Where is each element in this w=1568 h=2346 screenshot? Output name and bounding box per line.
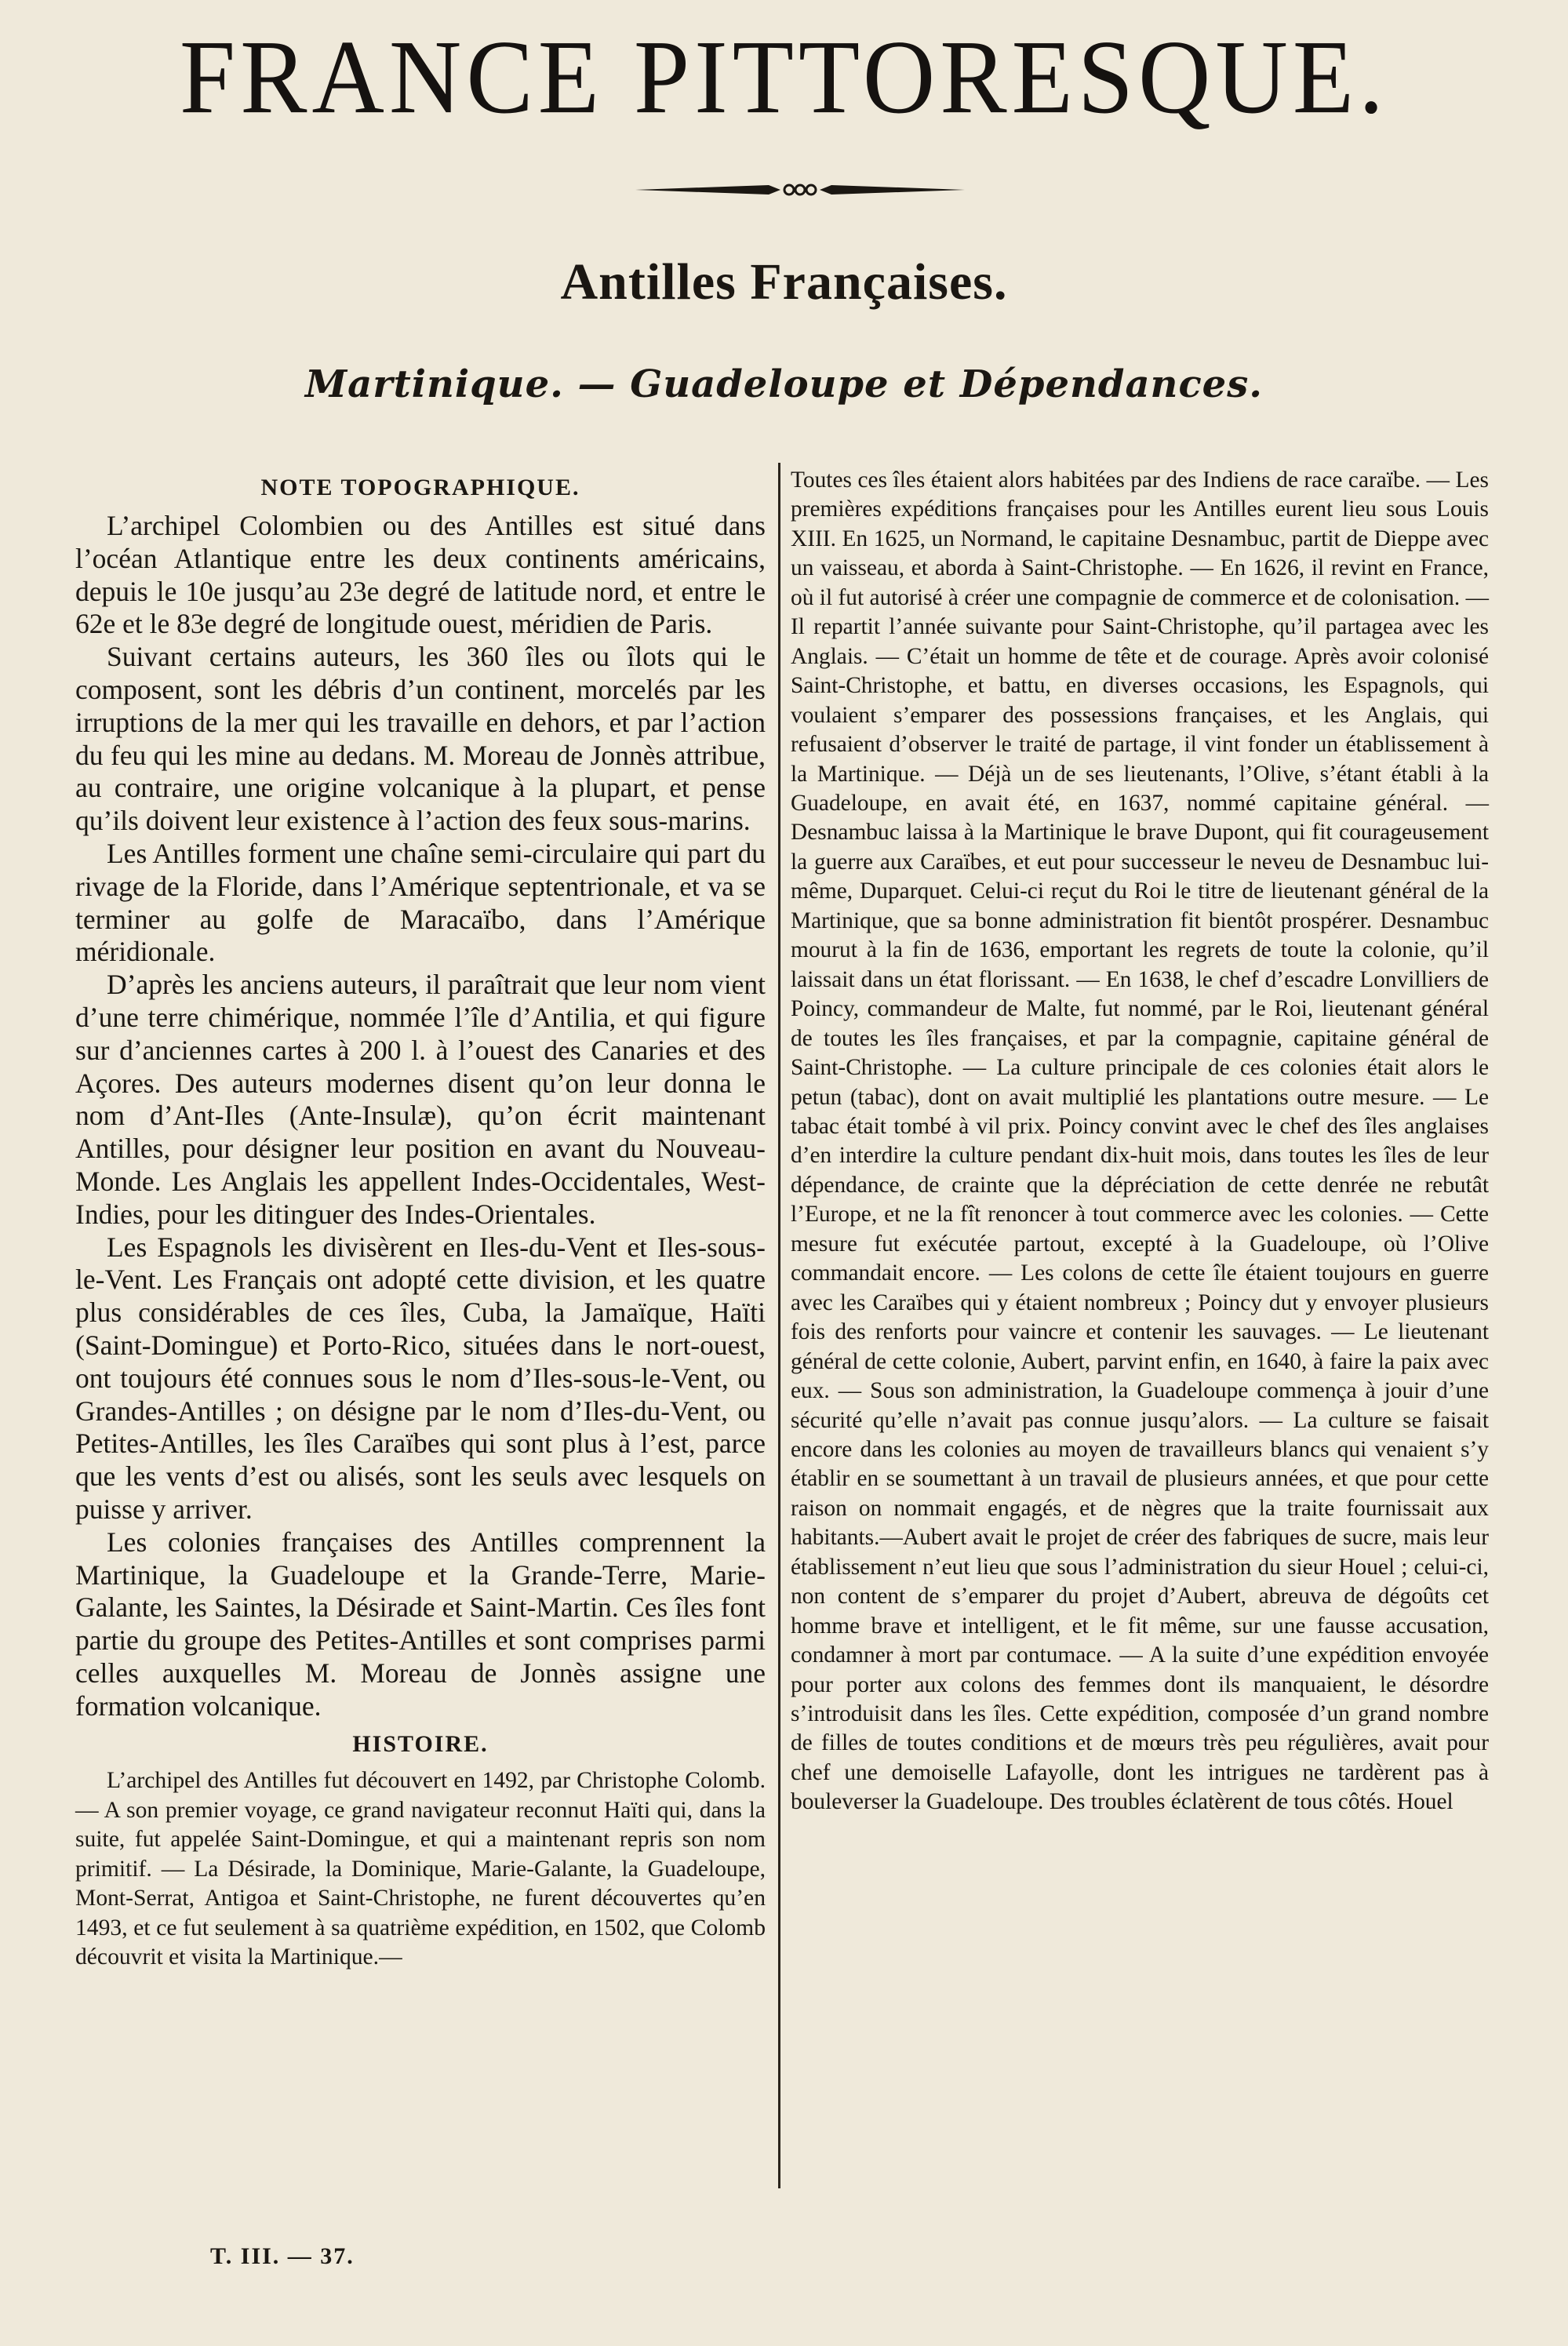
paragraph: Les Espagnols les divisèrent en Iles-du-Vent et Iles-sous-le-Vent. Les Français ont adopté cette division, et les quatre plus considérables de ces îles, Cuba, la Jamaïque, Haïti (Saint-Domingue) et Porto-Rico, situées dans le nort-ouest, ont toujours été connues sous le nom d’Iles-sous-le-Vent, ou Grandes-Antilles ; on désigne par le nom d’Iles-du-Vent, ou Petites-Antilles, les îles Caraïbes qui sont plus à l’est, parce que les vents d’est ou alisés, sont les seuls avec lesquels on puisse y arriver. — [75, 1231, 766, 1525]
ornament-divider — [635, 174, 965, 206]
heading-note-topographique: NOTE TOPOGRAPHIQUE. — [260, 475, 580, 500]
topographie-text — [75, 510, 766, 1722]
paragraph: Toutes ces îles étaient alors habitées par des Indiens de race caraïbe. — Les premières expéditions françaises pour les Antilles eurent lieu sous Louis XIII. En 1625, un Normand, le capitaine Desnambuc, partit de Dieppe avec un vaisseau, et aborda à Saint-Christophe. — En 1626, il revint en France, où il fut autorisé à créer une compagnie de commerce et de colonisation. — Il repartit l’année suivante pour Saint-Christophe, qu’il partagea avec les Anglais. — C’était un homme de tête et de courage. Après avoir colonisé Saint-Christophe, et battu, en diverses occasions, les Espagnols, qui voulaient s’emparer des possessions françaises, et les Anglais, qui refusaient d’observer le traité de partage, il vint fonder un établissement à la Martinique. — Déjà un de ses lieutenants, l’Olive, s’étant établi à la Guadeloupe, en avait été, en 1637, nommé capitaine général. — Desnambuc laissa à la Martinique le brave Dupont, qui fit courageusement la guerre aux Caraïbes, et eut pour successeur le neveu de Desnambuc lui-même, Duparquet. Celui-ci reçut du Roi le titre de lieutenant général de la Martinique, que sa bonne administration fit bientôt prospérer. Desnambuc mourut à la fin de 1636, emportant les regrets de toute la colonie, qu’il laissait dans un état florissant. — En 1638, le chef d’escadre Lonvilliers de Poincy, commandeur de Malte, fut nommé, par le Roi, lieutenant général de toutes les îles françaises, et par la compagnie, capitaine général de Saint-Christophe. — La culture principale de ces colonies était alors le petun (tabac), dont on avait multiplié les plantations outre mesure. — Le tabac était tombé à vil prix. Poincy convint avec le chef des îles anglaises d’en interdire la culture pendant dix-huit mois, dans toutes les îles de leur dépendance, de crainte que la dépréciation de cette denrée ne rebutât l’Europe, et ne la fît renoncer à tout commerce avec les colonies. — Cette mesure fut exécutée partout, excepté à la Guadeloupe, où l’Olive commandait encore. — Les colons de cette île étaient toujours en guerre avec les Caraïbes qui y étaient nombreux ; Poincy dut y envoyer plusieurs fois des renforts pour vaincre et contenir les sauvages. — Le lieutenant général de cette colonie, Aubert, parvint enfin, en 1640, à faire la paix avec eux. — Sous son administration, la Guadeloupe commença à jouir d’une sécurité qu’elle n’avait pas connue jusqu’alors. — La culture se faisait encore dans les colonies au moyen de travailleurs blancs qui venaient s’y établir en se soumettant à un travail de plusieurs années, et que pour cette raison on nommait engagés, et de nègres que la traite fournissait aux habitants.—Aubert avait le projet de créer des fabriques de sucre, mais leur établissement n’eut lieu que sous l’administration du sieur Houel ; celui-ci, non content de s’emparer du projet d’Aubert, abreuva de dégoûts cet homme brave et intelligent, et le fit même, sur une fausse accusation, condamner à mort par contumace. — A la suite d’une expédition envoyée pour porter aux colons des femmes dont ils manquaient, le désordre s’introduisit dans les îles. Cette expédition, composée d’un grand nombre de filles de toutes conditions et de mœurs très peu régulières, avait pour chef une demoiselle Lafayolle, dont les intrigues ne tardèrent pas à bouleverser la Guadeloupe. Des troubles éclatèrent de tous côtés. Houel — [791, 467, 1489, 1815]
left-column — [75, 466, 766, 1972]
section-title: Antilles Françaises. — [560, 253, 1008, 311]
paragraph: D’après les anciens auteurs, il paraîtrait que leur nom vient d’une terre chimérique, nommée l’île d’Antilia, et qui figure sur d’anciennes cartes à 200 l. à l’ouest des Canaries et des Açores. Des auteurs modernes disent qu’on leur donna le nom d’Ant-Iles (Ante-Insulæ), qu’on écrit maintenant Antilles, pour désigner leur position en avant du Nouveau-Monde. Les Anglais les appellent Indes-Occidentales, West-Indies, pour les ditinguer des Indes-Orientales. — [75, 969, 766, 1230]
paragraph: Les colonies françaises des Antilles comprennent la Martinique, la Guadeloupe et la Grande-Terre, Marie-Galante, les Saintes, la Désirade et Saint-Martin. Ces îles font partie du groupe des Petites-Antilles et sont comprises parmi celles auxquelles M. Moreau de Jonnès assigne une formation volcanique. — [75, 1526, 766, 1722]
page-folio: T. III. — 37. — [210, 2243, 355, 2269]
paragraph: L’archipel des Antilles fut découvert en 1492, par Christophe Colomb. — A son premier voyage, ce grand navigateur reconnut Haïti qui, dans la suite, fut appelée Saint-Domingue, et qui a maintenant repris son nom primitif. — La Désirade, la Dominique, Marie-Galante, la Guadeloupe, Mont-Serrat, Antigoa et Saint-Christophe, ne furent découvertes qu’en 1493, et ce fut seulement à sa quatrième expédition, en 1502, que Colomb découvrit et visita la Martinique.— — [75, 1768, 766, 1970]
section-subtitle: Martinique. — Guadeloupe et Dépendances. — [305, 362, 1263, 406]
paragraph: L’archipel Colombien ou des Antilles est situé dans l’océan Atlantique entre les deux continents américains, depuis le 10e jusqu’au 23e degré de latitude nord, et entre le 62e et le 83e degré de longitude ouest, méridien de Paris. — [75, 510, 766, 640]
heading-histoire: HISTOIRE. — [352, 1731, 489, 1758]
column-rule — [778, 463, 780, 2188]
histoire-text — [75, 1766, 766, 1972]
right-column — [791, 466, 1489, 1817]
paragraph: Les Antilles forment une chaîne semi-circulaire qui part du rivage de la Floride, dans l’Amérique septentrionale, et va se terminer au golfe de Maracaïbo, dans l’Amérique méridionale. — [75, 837, 766, 968]
masthead-title: FRANCE PITTORESQUE. — [179, 18, 1389, 136]
paragraph: Suivant certains auteurs, les 360 îles ou îlots qui le composent, sont les débris d’un continent, morcelés par les irruptions de la mer qui les travaille en dehors, et par l’action du feu qui les mine au dedans. M. Moreau de Jonnès attribue, au contraire, une origine volcanique à la plupart, et pense qu’ils doivent leur existence à l’action des feux sous-marins. — [75, 641, 766, 837]
